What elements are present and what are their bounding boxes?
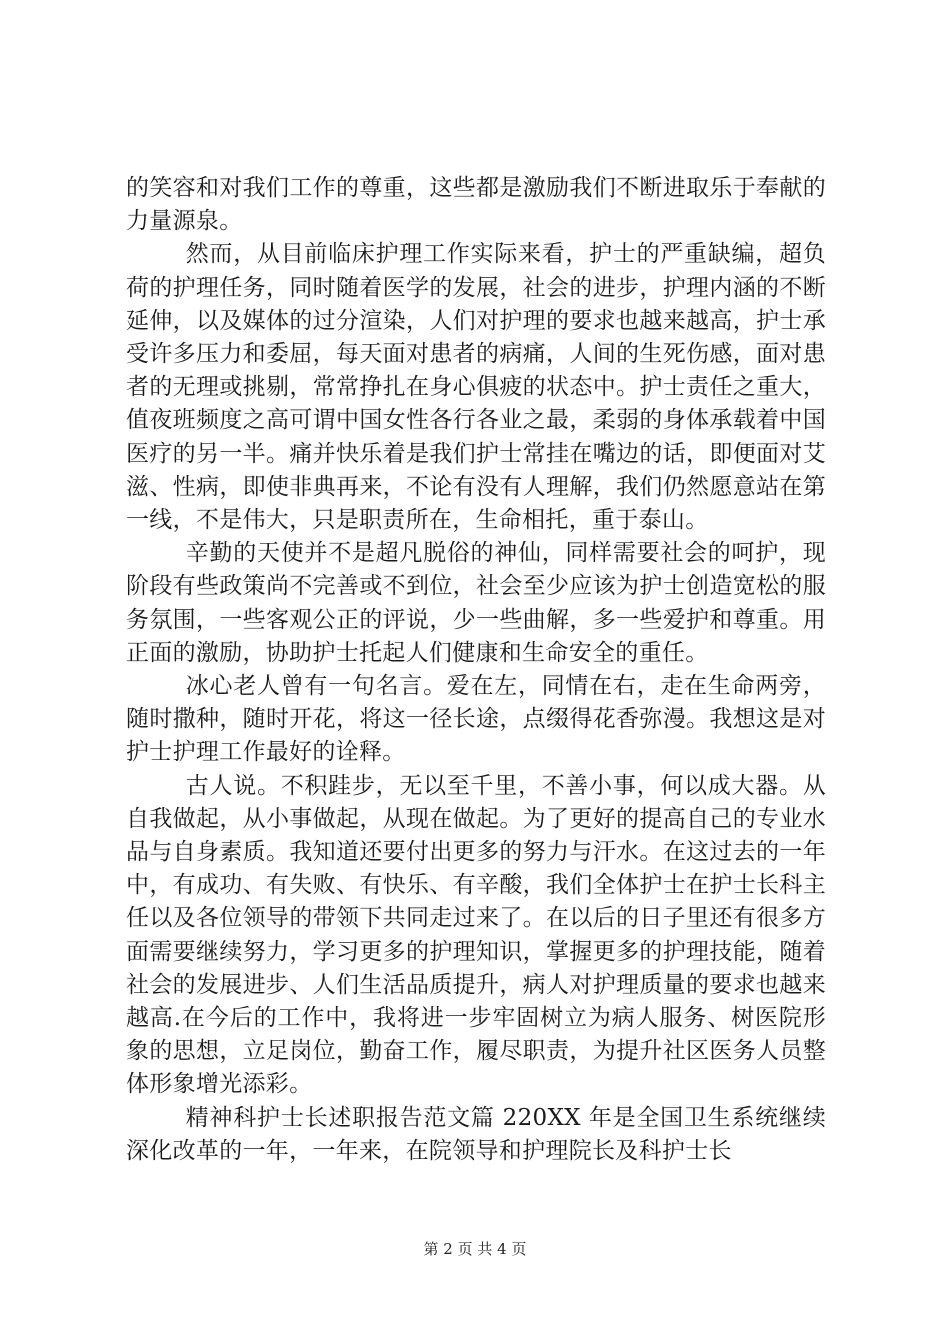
paragraph-3: 辛勤的天使并不是超凡脱俗的神仙，同样需要社会的呵护，现阶段有些政策尚不完善或不到位，社会至少应该为护士创造宽松的服务氛围，一些客观公正的评说，少一些曲解，多一些爱护和尊重。用正面的激励，协助护士托起人们健康和生命安全的重任。 (126, 540, 826, 666)
paragraph-6: 精神科护士长述职报告范文篇 220XX 年是全国卫生系统继续深化改革的一年，一年来，在院领导和护理院长及科护士长 (126, 1104, 826, 1164)
document-body (126, 172, 826, 1168)
page-number-footer: 第 2 页 共 4 页 (423, 1240, 527, 1258)
paragraph-4: 冰心老人曾有一句名言。爱在左，同情在右，走在生命两旁，随时撒种，随时开花，将这一径长途，点缀得花香弥漫。我想这是对护士护理工作最好的诠释。 (126, 673, 826, 766)
paragraph-2: 然而，从目前临床护理工作实际来看，护士的严重缺编，超负荷的护理任务，同时随着医学的发展，社会的进步，护理内涵的不断延伸，以及媒体的过分渲染，人们对护理的要求也越来越高，护士承受许多压力和委屈，每天面对患者的病痛，人间的生死伤感，面对患者的无理或挑剔，常常挣扎在身心俱疲的状态中。护士责任之重大，值夜班频度之高可谓中国女性各行各业之最，柔弱的身体承载着中国医疗的另一半。痛并快乐着是我们护士常挂在嘴边的话，即便面对艾滋、性病，即使非典再来，不论有没有人理解，我们仍然愿意站在第一线，不是伟大，只是职责所在，生命相托，重于泰山。 (126, 241, 826, 534)
paragraph-5: 古人说。不积跬步，无以至千里，不善小事，何以成大器。从自我做起，从小事做起，从现在做起。为了更好的提高自己的专业水品与自身素质。我知道还要付出更多的努力与汗水。在这过去的一年中，有成功、有失败、有快乐、有辛酸，我们全体护士在护士长科主任以及各位领导的带领下共同走过来了。在以后的日子里还有很多方面需要继续努力，学习更多的护理知识，掌握更多的护理技能，随着社会的发展进步、人们生活品质提升，病人对护理质量的要求也越来越高.在今后的工作中，我将进一步牢固树立为病人服务、树医院形象的思想，立足岗位，勤奋工作，履尽职责，为提升社区医务人员整体形象增光添彩。 (126, 772, 826, 1098)
paragraph-1: 的笑容和对我们工作的尊重，这些都是激励我们不断进取乐于奉献的力量源泉。 (126, 175, 826, 235)
